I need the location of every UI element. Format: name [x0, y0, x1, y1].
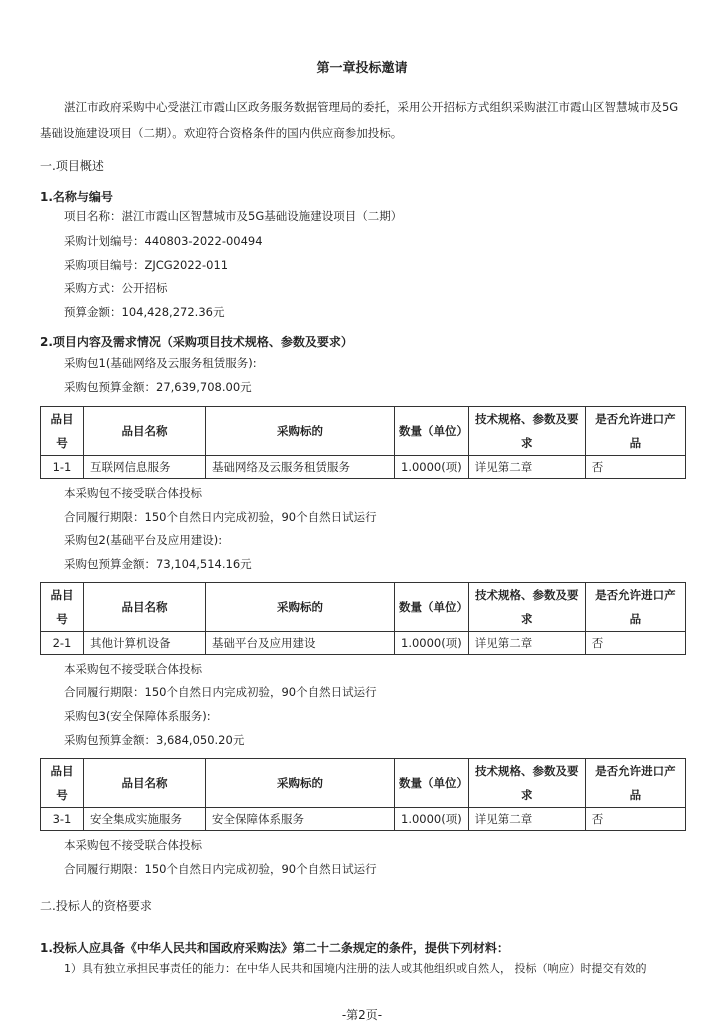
- header-item-no: 品目号: [41, 583, 84, 632]
- header-item-name: 品目名称: [84, 407, 206, 456]
- cell-item-no: 3-1: [41, 808, 84, 831]
- package-budget: 采购包预算金额：27,639,708.00元: [64, 380, 252, 394]
- budget-amount: 预算金额：104,428,272.36元: [64, 305, 225, 319]
- cell-item-no: 2-1: [41, 632, 84, 655]
- contract-period: 合同履行期限：150个自然日内完成初验，90个自然日试运行: [64, 685, 377, 699]
- cell-item-name: 安全集成实施服务: [84, 808, 206, 831]
- cell-item-no: 1-1: [41, 456, 84, 479]
- subheading-content: 2.项目内容及需求情况（采购项目技术规格、参数及要求）: [40, 335, 353, 349]
- cell-item-name: 互联网信息服务: [84, 456, 206, 479]
- project-name: 项目名称：湛江市霞山区智慧城市及5G基础设施建设项目（二期）: [64, 209, 403, 223]
- consortium-note: 本采购包不接受联合体投标: [64, 486, 202, 500]
- header-import: 是否允许进口产品: [585, 407, 685, 456]
- section-heading-overview: 一.项目概述: [40, 159, 104, 173]
- table-row: [41, 456, 686, 479]
- package-table: [40, 758, 686, 831]
- cell-spec: 详见第二章: [468, 808, 585, 831]
- table-row: [41, 808, 686, 831]
- plan-number: 采购计划编号：440803-2022-00494: [64, 234, 263, 248]
- header-spec: 技术规格、参数及要求: [468, 583, 585, 632]
- package-table: [40, 582, 686, 655]
- section-heading-qualification: 二.投标人的资格要求: [40, 899, 152, 913]
- page-number: -第2页-: [341, 1008, 383, 1022]
- intro-paragraph: 湛江市政府采购中心受湛江市霞山区政务服务数据管理局的委托，采用公开招标方式组织采购湛江市霞山区智慧城市及5G基础设施建设项目（二期）。欢迎符合资格条件的国内供应商参加投标。: [40, 100, 679, 140]
- consortium-note: 本采购包不接受联合体投标: [64, 838, 202, 852]
- header-import: 是否允许进口产品: [585, 759, 685, 808]
- header-quantity: 数量（单位）: [395, 583, 469, 632]
- contract-period: 合同履行期限：150个自然日内完成初验，90个自然日试运行: [64, 862, 377, 876]
- cell-target: 安全保障体系服务: [206, 808, 395, 831]
- cell-quantity: 1.0000(项): [395, 456, 469, 479]
- project-number: 采购项目编号：ZJCG2022-011: [64, 258, 229, 272]
- header-target: 采购标的: [206, 759, 395, 808]
- cell-import: 否: [585, 808, 685, 831]
- package-budget: 采购包预算金额：73,104,514.16元: [64, 557, 252, 571]
- cell-spec: 详见第二章: [468, 632, 585, 655]
- cell-import: 否: [585, 632, 685, 655]
- package-table: [40, 406, 686, 479]
- header-item-name: 品目名称: [84, 583, 206, 632]
- cell-spec: 详见第二章: [468, 456, 585, 479]
- requirement-item-1: 1）具有独立承担民事责任的能力：在中华人民共和国境内注册的法人或其他组织或自然人， 投标（响应）时提交有效的: [64, 962, 647, 975]
- table-header-row: [41, 407, 686, 456]
- header-item-no: 品目号: [41, 759, 84, 808]
- header-target: 采购标的: [206, 583, 395, 632]
- cell-target: 基础网络及云服务租赁服务: [206, 456, 395, 479]
- package-label: 采购包2(基础平台及应用建设):: [64, 533, 223, 547]
- header-target: 采购标的: [206, 407, 395, 456]
- table-header-row: [41, 759, 686, 808]
- package-label: 采购包3(安全保障体系服务):: [64, 709, 211, 723]
- header-import: 是否允许进口产品: [585, 583, 685, 632]
- header-quantity: 数量（单位）: [395, 407, 469, 456]
- cell-quantity: 1.0000(项): [395, 632, 469, 655]
- header-quantity: 数量（单位）: [395, 759, 469, 808]
- header-spec: 技术规格、参数及要求: [468, 407, 585, 456]
- cell-import: 否: [585, 456, 685, 479]
- contract-period: 合同履行期限：150个自然日内完成初验，90个自然日试运行: [64, 510, 377, 524]
- table-row: [41, 632, 686, 655]
- cell-target: 基础平台及应用建设: [206, 632, 395, 655]
- cell-item-name: 其他计算机设备: [84, 632, 206, 655]
- header-spec: 技术规格、参数及要求: [468, 759, 585, 808]
- chapter-title: 第一章投标邀请: [316, 61, 408, 76]
- consortium-note: 本采购包不接受联合体投标: [64, 662, 202, 676]
- procurement-method: 采购方式：公开招标: [64, 281, 168, 295]
- cell-quantity: 1.0000(项): [395, 808, 469, 831]
- subheading-name-number: 1.名称与编号: [40, 190, 113, 204]
- header-item-no: 品目号: [41, 407, 84, 456]
- package-label: 采购包1(基础网络及云服务租赁服务):: [64, 356, 257, 370]
- package-budget: 采购包预算金额：3,684,050.20元: [64, 733, 245, 747]
- header-item-name: 品目名称: [84, 759, 206, 808]
- subheading-requirements: 1.投标人应具备《中华人民共和国政府采购法》第二十二条规定的条件，提供下列材料：: [40, 941, 509, 955]
- table-header-row: [41, 583, 686, 632]
